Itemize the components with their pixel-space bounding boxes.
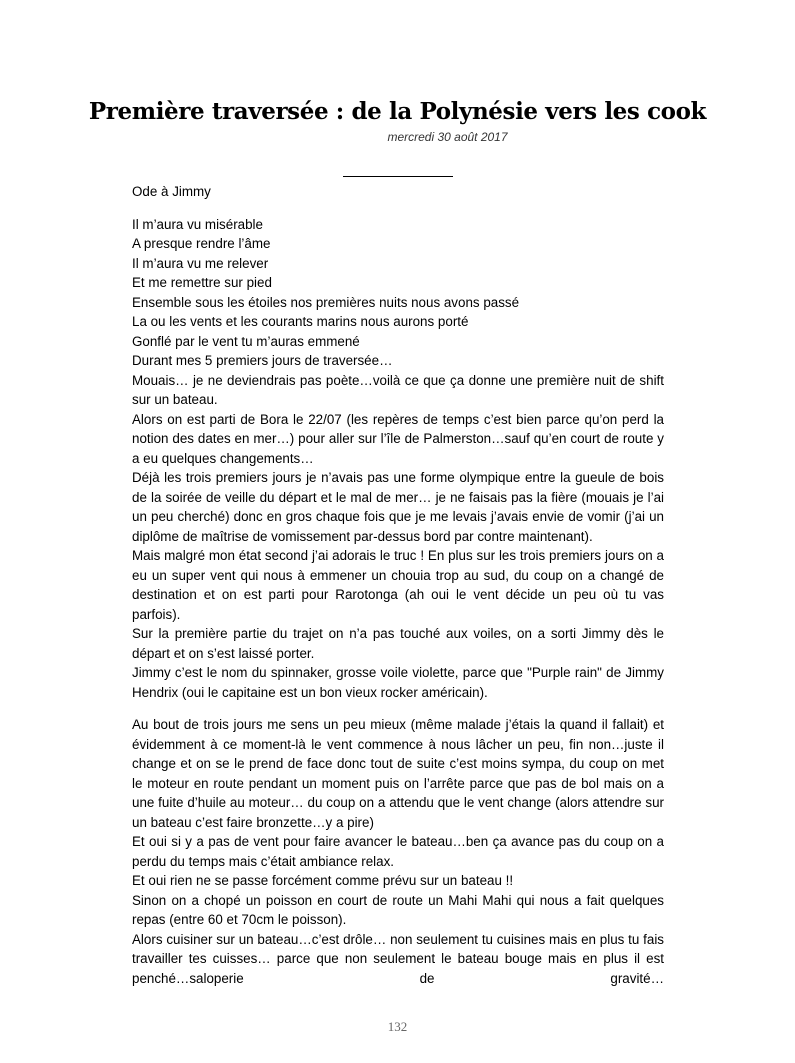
- paragraph: Alors on est parti de Bora le 22/07 (les repères de temps c’est bien parce qu’on perd la notion des dates en mer…) pour aller sur l’île de Palmerston…sauf qu’en court de route y a eu quelques changements…: [132, 411, 664, 466]
- poem-heading: Ode à Jimmy: [132, 184, 211, 199]
- poem-line: Il m’aura vu misérable: [132, 216, 263, 232]
- poem-line: Il m’aura vu me relever: [132, 255, 269, 271]
- title-divider: [343, 176, 453, 177]
- poem-line: Ensemble sous les étoiles nos premières nuits nous avons passé: [132, 294, 520, 310]
- paragraph: Et oui rien ne se passe forcément comme prévu sur un bateau !!: [132, 873, 514, 888]
- article-body: [132, 182, 664, 988]
- paragraph: Mouais… je ne deviendrais pas poète…voilà ce que ça donne une première nuit de shift sur un bateau.: [132, 372, 664, 407]
- paragraph: Au bout de trois jours me sens un peu mieux (même malade j’étais la quand il fallait) et évidemment à ce moment-là le vent commence à nous lâcher un peu, fin non…juste il change et on se le prend de face donc tout de suite c’est moins sympa, du coup on met le moteur en route pendant un moment puis on l’arrête parce que pas de bol mais on a une fuite d’huile au moteur… du coup on a attendu que le vent change (alors attendre sur un bateau c’est faire bronzette…y a pire): [132, 717, 664, 830]
- poem-line: La ou les vents et les courants marins nous aurons porté: [132, 314, 469, 329]
- post-date: mercredi 30 août 2017: [387, 130, 508, 144]
- paragraph: Jimmy c’est le nom du spinnaker, grosse voile violette, parce que "Purple rain" de Jimmy Hendrix (oui le capitaine est un bon vieux rocker américain).: [132, 665, 664, 700]
- page-title: Première traversée : de la Polynésie vers les cook: [88, 98, 707, 125]
- paragraph: Sinon on a chopé un poisson en court de route un Mahi Mahi qui nous a fait quelques repas (entre 60 et 70cm le poisson).: [132, 892, 664, 927]
- paragraph: Alors cuisiner sur un bateau…c’est drôle… non seulement tu cuisines mais en plus tu fais travailler tes cuisses… parce que non seulement le bateau bouge mais en plus il est penché…saloperie de gravité…: [132, 931, 664, 986]
- paragraph: Mais malgré mon état second j’ai adorais le truc ! En plus sur les trois premiers jours on a eu un super vent qui nous à emmener un chouia trop au sud, du coup on a changé de destination et on est parti pour Rarotonga (ah oui le vent décide un peu où tu vas parfois).: [132, 548, 664, 622]
- paragraph: Sur la première partie du trajet on n’a pas touché aux voiles, on a sorti Jimmy dès le départ et on s’est laissé porter.: [132, 626, 664, 661]
- poem-line: Durant mes 5 premiers jours de traversée…: [132, 353, 393, 368]
- poem: [132, 215, 664, 371]
- poem-line: Gonflé par le vent tu m’auras emmené: [132, 333, 360, 349]
- poem-line: Et me remettre sur pied: [132, 275, 272, 290]
- poem-line: A presque rendre l’âme: [132, 236, 271, 251]
- paragraph: Et oui si y a pas de vent pour faire avancer le bateau…ben ça avance pas du coup on a perdu du temps mais c’était ambiance relax.: [132, 834, 664, 869]
- paragraph: Déjà les trois premiers jours je n’avais pas une forme olympique entre la gueule de bois de la soirée de veille du départ et le mal de mer… je ne faisais pas la fière (mouais je l’ai un peu cherché) donc en gros chaque fois que je me levais j’avais envie de vomir (j’ai un diplôme de maîtrise de vomissement par-dessus bord par contre maintenant).: [132, 470, 664, 544]
- page-number: 132: [387, 1019, 408, 1034]
